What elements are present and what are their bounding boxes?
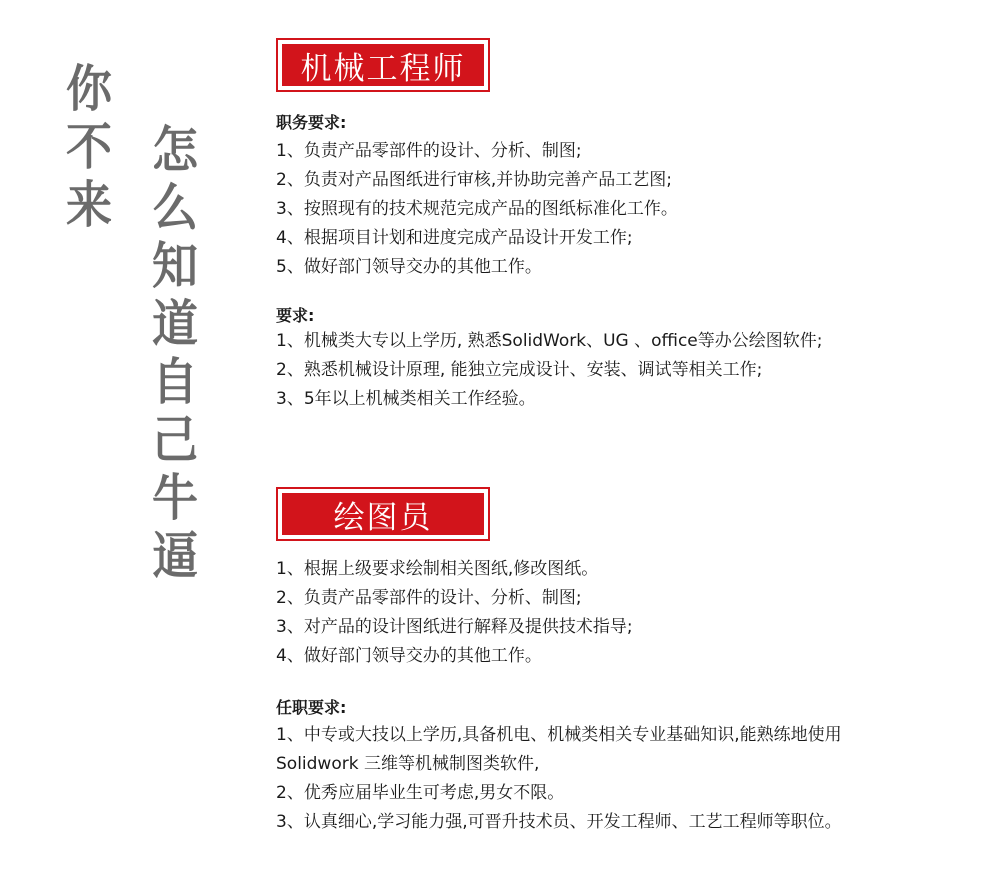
list-item: 3、对产品的设计图纸进行解释及提供技术指导; <box>276 617 633 637</box>
slogan-char: 么 <box>152 179 198 237</box>
section1-title: 机械工程师 <box>282 44 484 86</box>
list-item: 4、做好部门领导交办的其他工作。 <box>276 646 542 666</box>
list-item: 2、熟悉机械设计原理, 能独立完成设计、安装、调试等相关工作; <box>276 360 763 380</box>
slogan-char: 你 <box>66 60 112 118</box>
list-item: 1、中专或大技以上学历,具备机电、机械类相关专业基础知识,能熟练地使用Solidwork 三维等机械制图类软件, <box>276 725 842 774</box>
slogan-char: 自 <box>152 353 198 411</box>
section1-banner <box>276 38 490 92</box>
slogan-char: 来 <box>66 176 112 234</box>
section1-duties-heading-block <box>276 108 976 137</box>
section2-requirements-list <box>276 721 976 837</box>
list-item: 1、负责产品零部件的设计、分析、制图; <box>276 141 582 161</box>
slogan-char: 怎 <box>152 121 198 179</box>
section1-duties-heading: 职务要求: <box>276 113 347 132</box>
section1-duties-list <box>276 137 976 282</box>
list-item: 3、认真细心,学习能力强,可晋升技术员、开发工程师、工艺工程师等职位。 <box>276 812 842 832</box>
section2-requirements-heading-block <box>276 693 976 722</box>
slogan-char: 逼 <box>152 527 198 585</box>
list-item: 1、根据上级要求绘制相关图纸,修改图纸。 <box>276 559 599 579</box>
list-item: 2、负责产品零部件的设计、分析、制图; <box>276 588 582 608</box>
slogan-char: 己 <box>152 411 198 469</box>
list-item: 5、做好部门领导交办的其他工作。 <box>276 257 542 277</box>
section1-requirements-list <box>276 327 976 414</box>
section2-banner <box>276 487 490 541</box>
section2-requirements-heading: 任职要求: <box>276 698 347 717</box>
slogan-column-1 <box>64 60 114 238</box>
list-item: 1、机械类大专以上学历, 熟悉SolidWork、UG 、office等办公绘图软件; <box>276 331 823 351</box>
list-item: 3、按照现有的技术规范完成产品的图纸标准化工作。 <box>276 199 678 219</box>
list-item: 3、5年以上机械类相关工作经验。 <box>276 389 536 409</box>
section2-title: 绘图员 <box>282 493 484 535</box>
slogan-char: 不 <box>66 118 112 176</box>
section2-duties-list <box>276 555 976 671</box>
list-item: 2、负责对产品图纸进行审核,并协助完善产品工艺图; <box>276 170 672 190</box>
slogan-char: 道 <box>152 295 198 353</box>
section1-requirements-heading-block <box>276 301 976 330</box>
list-item: 4、根据项目计划和进度完成产品设计开发工作; <box>276 228 633 248</box>
slogan-char: 牛 <box>152 469 198 527</box>
slogan-column-2 <box>150 121 200 589</box>
slogan-char: 知 <box>152 237 198 295</box>
list-item: 2、优秀应届毕业生可考虑,男女不限。 <box>276 783 565 803</box>
section1-requirements-heading: 要求: <box>276 306 315 325</box>
